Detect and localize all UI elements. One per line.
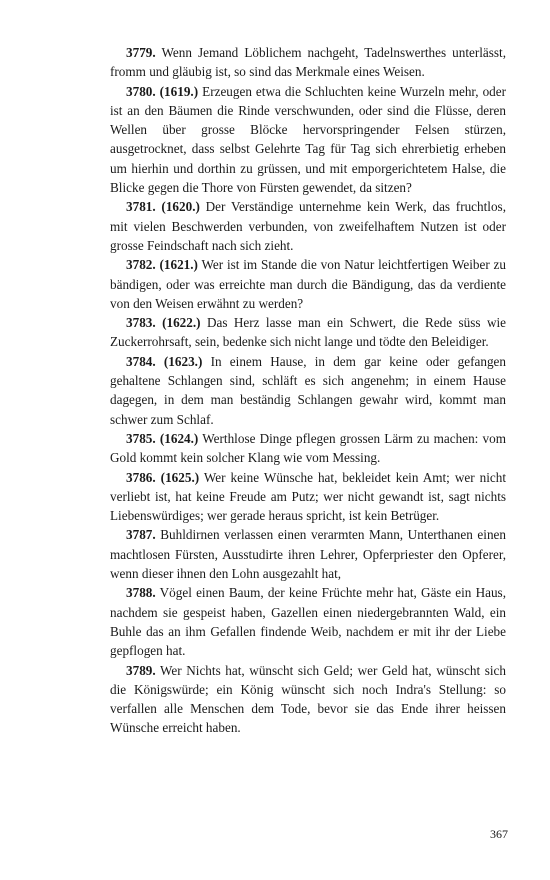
entry-number: 3782. (1621.) <box>126 257 198 273</box>
entry-3779 <box>110 43 506 82</box>
entry-text: Wenn Jemand Löblichem nachgeht, Tadelnswerthes unterlässt, fromm und gläubig ist, so sind das Merkmale eines Weisen. <box>110 45 506 80</box>
entry-text: Der Verständige unternehme kein Werk, das fruchtlos, mit vielen Beschwerden verbunden, von zweifelhaftem Nutzen ist oder grosse Feindschaft nach sich zieht. <box>110 199 506 253</box>
entry-3781 <box>110 197 506 255</box>
entry-3787 <box>110 525 506 583</box>
entry-3783 <box>110 313 506 352</box>
entry-number: 3781. (1620.) <box>126 199 200 215</box>
entry-3785 <box>110 429 506 468</box>
entry-3782 <box>110 255 506 313</box>
entry-text: Werthlose Dinge pflegen grossen Lärm zu machen: vom Gold kommt kein solcher Klang wie vom Messing. <box>110 430 506 466</box>
entry-text: In einem Hause, in dem gar keine oder gefangen gehaltene Schlangen sind, schläft es sich angenehm; in einem Hause dagegen, in dem man beständig Schlangen gewahr wird, kommt man schwer zum Schlaf. <box>110 353 506 427</box>
entry-3788 <box>110 583 506 660</box>
entry-3786 <box>110 468 506 526</box>
entry-text: Buhldirnen verlassen einen verarmten Mann, Unterthanen einen machtlosen Fürsten, Ausstudirte ihren Lehrer, Opferpriester den Opferer, wenn dieser ihnen den Lohn ausgezahlt hat, <box>110 527 506 582</box>
entry-text: Wer keine Wünsche hat, bekleidet kein Amt; wer nicht verliebt ist, hat keine Freude am Putz; wer nicht gewandt ist, sagt nichts Liebenswürdiges; wer gerade heraus spricht, ist kein Betrüger. <box>110 469 506 524</box>
entry-number: 3789. <box>126 662 156 678</box>
text-column <box>110 43 506 738</box>
entry-number: 3783. (1622.) <box>126 315 201 331</box>
entry-number: 3784. (1623.) <box>126 353 203 369</box>
page-number: 367 <box>490 827 508 841</box>
entry-number: 3786. (1625.) <box>126 469 200 485</box>
entry-text: Vögel einen Baum, der keine Früchte mehr hat, Gäste ein Haus, nachdem sie gespeist haben, Gazellen einen niedergebrannten Wald, ein Buhle das an ihm Gefallen findende Weib, nachdem er mit ihr der Liebe gepflogen hat. <box>110 585 506 659</box>
entry-number: 3788. <box>126 585 156 601</box>
entry-3789 <box>110 661 506 738</box>
entry-text: Das Herz lasse man ein Schwert, die Rede süss wie Zuckerrohrsaft, sein, bedenke sich nicht lange und tödte den Beleidiger. <box>110 315 506 350</box>
entry-text: Erzeugen etwa die Schluchten keine Wurzeln mehr, oder ist an den Bäumen die Rinde verschwunden, oder sind die Flüsse, deren Wellen über grosse Blöcke hervorspringender Felsen stürzen, ausgetrocknet, dass selbst Gelehrte Tag für Tag sich ehrerbietig erheben um hierhin und dorthin zu grüssen, und mit emporgerichtetem Halse, die Blicke gegen die Thore von Fürsten gewendet, da sitzen? <box>110 83 507 196</box>
entry-number: 3779. <box>126 45 156 60</box>
entry-text: Wer ist im Stande die von Natur leichtfertigen Weiber zu bändigen, oder was erreichte man durch die Bändigung, das da verdiente von den Weisen erwähnt zu werden? <box>110 257 506 311</box>
entry-3780 <box>110 82 506 198</box>
entry-3784 <box>110 352 506 429</box>
entry-number: 3780. (1619.) <box>126 83 199 99</box>
entry-text: Wer Nichts hat, wünscht sich Geld; wer Geld hat, wünscht sich die Königswürde; ein König wünscht sich noch Indra's Stellung: so verfallen alle Menschen dem Tode, bevor sie das Ende ihrer heissen Wünsche erreicht haben. <box>110 662 506 736</box>
entry-number: 3785. (1624.) <box>126 430 199 446</box>
entry-number: 3787. <box>126 527 156 543</box>
